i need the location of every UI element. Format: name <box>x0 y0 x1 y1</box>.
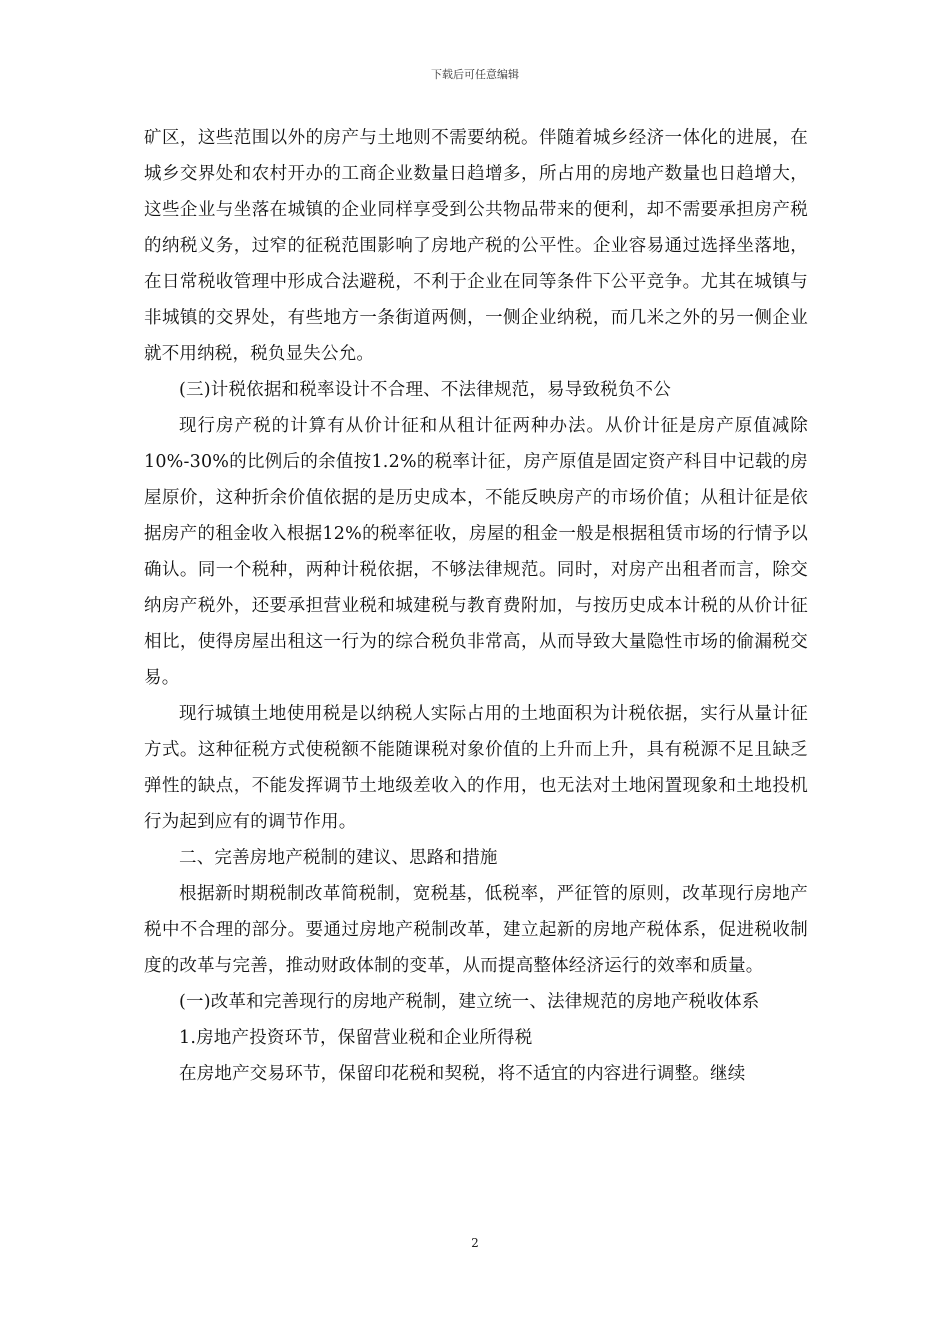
paragraph: 根据新时期税制改革简税制，宽税基，低税率，严征管的原则，改革现行房地产税中不合理的部分。要通过房地产税制改革，建立起新的房地产税体系，促进税收制度的改革与完善，推动财政体制的变革，从而提高整体经济运行的效率和质量。 <box>144 884 808 976</box>
section-heading: (三)计税依据和税率设计不合理、不法律规范，易导致税负不公 <box>179 380 671 400</box>
document-body <box>144 120 808 1092</box>
subsection-heading: 1.房地产投资环节，保留营业税和企业所得税 <box>179 1028 533 1048</box>
page-number: 2 <box>471 1236 479 1250</box>
paragraph: 现行城镇土地使用税是以纳税人实际占用的土地面积为计税依据，实行从量计征方式。这种征税方式使税额不能随课税对象价值的上升而上升，具有税源不足且缺乏弹性的缺点，不能发挥调节土地级差收入的作用，也无法对土地闲置现象和土地投机行为起到应有的调节作用。 <box>144 704 808 832</box>
page-header: 下载后可任意编辑 <box>431 68 519 81</box>
section-heading: (一)改革和完善现行的房地产税制，建立统一、法律规范的房地产税收体系 <box>179 992 760 1012</box>
paragraph: 现行房产税的计算有从价计征和从租计征两种办法。从价计征是房产原值减除10%-30%的比例后的余值按1.2%的税率计征，房产原值是固定资产科目中记载的房屋原价，这种折余价值依据的是历史成本，不能反映房产的市场价值；从租计征是依据房产的租金收入根据12%的税率征收，房屋的租金一般是根据租赁市场的行情予以确认。同一个税种，两种计税依据，不够法律规范。同时，对房产出租者而言，除交纳房产税外，还要承担营业税和城建税与教育费附加，与按历史成本计税的从价计征相比，使得房屋出租这一行为的综合税负非常高，从而导致大量隐性市场的偷漏税交易。 <box>144 416 808 688</box>
paragraph: 矿区，这些范围以外的房产与土地则不需要纳税。伴随着城乡经济一体化的进展，在城乡交界处和农村开办的工商企业数量日趋增多，所占用的房地产数量也日趋增大，这些企业与坐落在城镇的企业同样享受到公共物品带来的便利，却不需要承担房产税的纳税义务，过窄的征税范围影响了房地产税的公平性。企业容易通过选择坐落地，在日常税收管理中形成合法避税，不利于企业在同等条件下公平竞争。尤其在城镇与非城镇的交界处，有些地方一条街道两侧，一侧企业纳税，而几米之外的另一侧企业就不用纳税，税负显失公允。 <box>144 128 808 364</box>
section-heading: 二、完善房地产税制的建议、思路和措施 <box>179 848 498 868</box>
paragraph: 在房地产交易环节，保留印花税和契税，将不适宜的内容进行调整。继续 <box>179 1064 746 1084</box>
